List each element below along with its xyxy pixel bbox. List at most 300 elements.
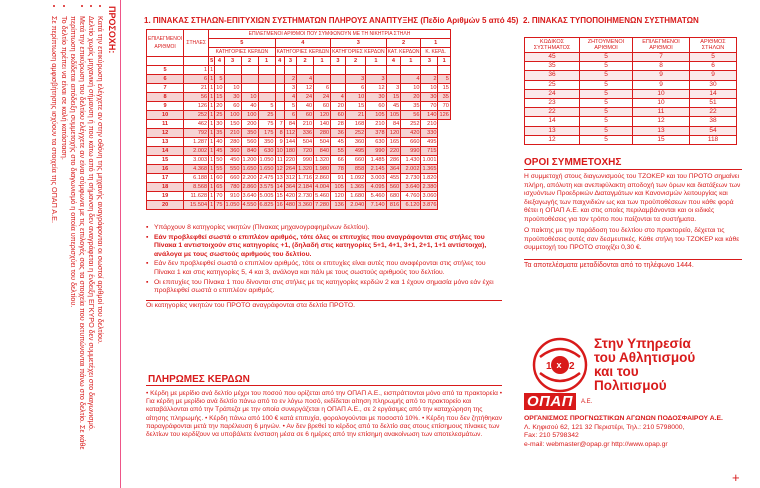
table-cell: 56 [401,111,421,120]
table-cell [345,66,365,75]
table-cell: 60 [314,102,331,111]
category-number: 2 [297,57,314,66]
table-row [147,138,451,147]
table-cell: 1.365 [422,166,437,172]
table-cell: 1.200 [242,157,257,163]
table-cell: 120 [386,129,401,138]
table-cell: 15 [345,102,365,111]
table-cell: 126 [184,102,209,111]
table-cell: 3 [386,84,401,93]
table-cell: 30 [366,93,386,102]
table-cell: 18 [147,183,184,192]
spacer [147,57,184,66]
table-cell: 10 [421,84,438,93]
table-cell: 1.430 [401,156,421,165]
table-cell: 12 [633,117,690,126]
table-cell: 630 [366,138,386,147]
table-cell: 38 [690,117,737,126]
table-cell: 4.004 [315,184,330,190]
table-cell: 1 [210,175,214,181]
table-cell [284,66,296,75]
attention-list [50,6,105,482]
table-cell: 25 [525,80,580,89]
table-cell: 1 [210,139,214,145]
table-cell: 1.320 [298,166,313,172]
table-cell: 2.860 [315,175,330,181]
table-cell: 504 [297,138,314,147]
table-cell: 20 [147,201,184,210]
table-row [525,135,737,144]
table-cell [258,93,275,102]
table-row [525,53,737,62]
table-cell: 30 [421,93,438,102]
table-cell: 560 [386,183,401,192]
table-cell [275,93,284,102]
table-cell: 910 [224,192,241,201]
table-cell: 15 [438,84,450,93]
table-row [147,165,451,174]
table-cell: 550 [224,165,241,174]
table-cell: 5.460 [366,192,386,201]
category-number-row [147,57,451,66]
table-cell: 20 [216,103,223,109]
ball-label-x: x [556,360,562,370]
category-header: ΚΑΤΗΓΟΡΙΕΣ ΚΕΡΔΩΝ [209,48,275,57]
table-cell: 5 [580,98,633,107]
table-cell: 450 [224,156,241,165]
table-cell [258,84,275,93]
payments-divider [146,385,502,386]
table-cell: 4.550 [242,202,257,208]
table-cell: 15 [276,193,283,199]
results-phone-note: Τα αποτελέσματα μεταδίδονται από το τηλέφωνο 1444. [524,259,742,269]
table-cell: 3 [366,75,386,84]
table-cell: 1 [210,157,214,163]
table-cell: 1.050 [225,202,240,208]
table-cell: 13 [633,126,690,135]
table-cell: 2.475 [259,175,274,181]
table-cell: 780 [224,183,241,192]
table-cell: 10 [401,84,421,93]
payments-text: • Κέρδη με μερίδιο ανά δελτίο μέχρι του ποσού που ορίζεται από την ΟΠΑΠ Α.Ε., εισπράττονται μόνο από τα πρακτορεία • Για κέρδη με μερίδιο ανά δελτίο πάνω από το εν λόγω ποσό, εκδίδεται αίτηση πληρωμής από το πρακτορείο και καταβάλλονται από την Τράπεζα με την οποία συνεργάζεται η ΟΠΑΠ Α.Ε., σε 2 εργάσιμες από την καταχώρηση της αίτησης πληρωμής. • Κέρδη πάνω από 100 € κατά επιτυχία, φορολογούνται με ποσοστό 10%. • Κέρδη που δεν ζητήθηκαν παραγράφονται μετά την παρέλευση 6 μηνών. • Αν δεν βρεθεί το κέρδος από το δελτίο σας στους επίσημους πίνακες των δελτίων του κερδίζουν να υποβάλετε ένσταση μέσα σε 6 ημέρες από την επίσημη ανακοίνωση των αποτελεσμάτων. [146,390,503,439]
table-cell: 816 [386,201,401,210]
table-cell [331,66,346,75]
table-cell: 660 [224,174,241,183]
table-cell: 5 [284,102,296,111]
table-cell: 6.825 [259,202,274,208]
table-cell [331,84,346,93]
table-cell [438,66,450,75]
opap-brand-suffix: Α.Ε. [581,399,593,405]
opap-brand: ΟΠΑΠ [524,393,576,410]
table-cell: 3.003 [184,156,209,165]
table-cell [331,75,346,84]
table-cell: 51 [690,98,737,107]
attention-item: • Σε περίπτωση αμφισβήτησης ισχύουν τα στοιχεία της ΟΠΑΠ Α.Ε. [50,16,59,482]
table-row [147,111,451,120]
terms-paragraph: Η συμμετοχή στους διαγωνισμούς του ΤΖΟΚΕΡ και του ΠΡΟΤΟ σημαίνει πλήρη, απόλυτη και ανεπιφύλακτη αποδοχή των όρων και διατάξεων των ισχυόντων Προεδρικών Διαταγμάτων και Κανονισμών λειτουργίας και διεξαγωγής των παιχνιδιών ως και των προϋποθέσεων που κάθε φορά θέτει η ΟΠΑΠ Α.Ε. και στις οποίες περιλαμβάνονται και οι ειδικές προϋποθέσεις για τον τρόπο που παίζονται τα συστήματα. [524,173,741,223]
group-header: 3 [331,39,386,48]
group-header: 4 [275,39,331,48]
table-cell: 6 [284,111,296,120]
table-cell: 70 [216,193,223,199]
attention-item: • Το δελτίο πρέπει να είναι σε καλή κατάσταση. [59,16,68,482]
table-cell: 252 [184,111,209,120]
table-cell: 252 [401,120,421,129]
table-cell [314,66,331,75]
table-cell: 60 [297,111,314,120]
table-cell: 12 [276,166,283,172]
table-cell: 6 [314,84,331,93]
table-cell: 504 [314,138,331,147]
table-row [525,108,737,117]
notes-footer: Οι κατηγορίες νικητών του ΠΡΟΤΟ αναγράφονται στα δελτία ΠΡΟΤΟ. [146,300,502,311]
table-cell: 280 [224,138,241,147]
table-cell: 990 [401,147,421,156]
table-cell [224,75,241,84]
table-cell: 75 [258,120,275,129]
table-row [147,66,451,75]
table-cell: 10 [224,84,241,93]
table-cell: 20 [401,93,421,102]
table-cell: 1.092 [345,174,365,183]
table-cell: 30 [216,121,223,127]
table-cell: 30 [690,80,737,89]
table-cell: 7 [147,84,184,93]
table-cell: 1.485 [366,156,386,165]
table-cell: 4.760 [401,192,421,201]
table-cell: 55 [216,166,223,172]
table-cell: 13 [525,126,580,135]
table-cell: 21 [184,84,209,93]
table-cell: 35 [438,93,450,102]
table-cell: 1 [210,85,214,91]
table-row [147,93,451,102]
category-number: 1 [401,57,421,66]
table-cell: 15 [147,156,184,165]
table-cell: 28 [331,120,346,129]
table-cell: 65 [216,184,223,190]
table-cell [297,66,314,75]
table-cell: 1.820 [422,175,437,181]
table-cell: 8 [633,62,690,71]
table-cell: 715 [421,147,438,156]
table-cell: 3.060 [422,193,437,199]
table-cell: 252 [345,129,365,138]
category-number: 1 [258,57,275,66]
table-cell [314,75,331,84]
table-cell: 10 [241,93,258,102]
table-cell: 11.628 [184,192,209,201]
slogan-line: Στην Υπηρεσία [594,336,691,351]
table-cell: 1 [210,76,214,82]
table-cell [241,75,258,84]
table-cell: 5 [580,135,633,144]
table-row [147,156,451,165]
table-cell: 5 [438,75,450,84]
table-cell: 8.568 [184,183,209,192]
table-cell: 56 [184,93,209,102]
table-cell: 118 [690,135,737,144]
columns-count-header: ΑΡΙΘΜΟΣ ΣΤΗΛΩΝ [690,38,737,53]
table-cell: 14 [147,147,184,156]
table-cell: 2.184 [298,184,313,190]
table-cell: 462 [184,120,209,129]
table-cell: 1.287 [184,138,209,147]
table-cell: 286 [386,156,401,165]
table-cell: 990 [366,147,386,156]
organization-info [524,415,754,449]
table-cell: 40 [241,102,258,111]
table-cell: 22 [690,108,737,117]
table-cell: 55 [331,147,346,156]
slogan-line: και του [594,364,639,379]
table-cell: 312 [285,175,296,181]
table-cell: 13 [147,138,184,147]
table-cell: 5 [580,62,633,71]
table-cell: 10 [633,89,690,98]
table-cell [401,66,421,75]
category-number: 3 [421,57,438,66]
table-cell: 60 [224,102,241,111]
table-cell: 168 [345,120,365,129]
table-cell: 5 [580,126,633,135]
table-cell: 840 [314,147,331,156]
table-cell: 2.860 [242,184,257,190]
table-cell: 14 [690,89,737,98]
table-row [147,120,451,129]
table1-title: 1. ΠΙΝΑΚΑΣ ΣΤΗΛΩΝ-ΕΠΙΤΥΧΙΩΝ ΣΥΣΤΗΜΑΤΩΝ ΠΛΗΡΟΥΣ ΑΝΑΠΤΥΞΗΣ (Πεδίο Αριθμών 5 από 45) [144,16,519,25]
table-row [147,192,451,201]
attention-strip [0,0,121,488]
table-cell: 3.360 [298,202,313,208]
terms-section [524,157,742,269]
payments-title: ΠΛΗΡΩΜΕΣ ΚΕΡΔΩΝ [148,374,250,385]
table-cell: 1.320 [315,157,330,163]
ball-label-2: 2 [569,361,575,372]
table-row [525,98,737,107]
terms-paragraph: Ο παίκτης με την παράδοση του δελτίου στο πρακτορείο, δέχεται τις προϋποθέσεις αυτές σαν δεσμευτικές. Κάθε στήλη του ΤΖΟΚΕΡ και κάθε συμμετοχή του ΠΡΟΤΟ στοιχίζει 0,30 €. [524,227,740,251]
table-row [147,84,451,93]
table-cell: 4 [331,93,346,102]
table-cell: 792 [184,129,209,138]
opap-logo-block [524,333,744,413]
table-cell: 350 [241,129,258,138]
table-row [525,80,737,89]
table-cell: 210 [297,120,314,129]
table-cell: 6.120 [401,201,421,210]
attention-item: • Μετά την επικύρωση του δελτίου ελέγχετε αν είναι σύμφωνα με τις επιλογές σας τα στοιχεία που εκτυπώνονται πάνω στο δελτίο. Σε κάθε περίπτωση εκδίδεται απόδειξη συμμετοχής στο διαγωνισμό η οποία υπερισχύει του δελτίου. [69,16,87,482]
table-cell: 54 [690,126,737,135]
table-cell [258,75,275,84]
table-row [147,174,451,183]
table-cell: 5 [580,80,633,89]
table-cell: 120 [314,111,331,120]
table-cell: 336 [297,129,314,138]
table-cell [386,75,401,84]
table-cell: 5 [147,66,184,75]
table-cell: 2.730 [401,174,421,183]
table-cell: 35 [401,102,421,111]
table-cell: 840 [241,147,258,156]
table-cell: 140 [314,120,331,129]
table-cell: 3 [345,75,365,84]
table-cell: 4 [284,93,296,102]
table-cell [275,66,284,75]
table-cell: 220 [285,157,296,163]
table-cell: 3 [284,84,296,93]
table-cell: 91 [331,174,346,183]
category-number: 4 [215,57,224,66]
table-cell: 140 [421,111,438,120]
table-cell: 5.460 [315,193,330,199]
table-cell: 210 [224,129,241,138]
table-cell: 100 [241,111,258,120]
table-cell: 1.001 [422,157,437,163]
table-cell: 2.730 [298,193,313,199]
table-cell: 1 [210,130,214,136]
table-row [525,126,737,135]
table-cell: 1 [184,66,209,75]
table-cell: 17 [147,174,184,183]
table-cell: 210 [366,120,386,129]
table-cell: 6 [690,62,737,71]
table-row [147,129,451,138]
table-cell: 24 [525,89,580,98]
table-cell: 6.188 [184,174,209,183]
system-code-header: ΚΩΔΙΚΟΣ ΣΥΣΤΗΜΑΤΟΣ [525,38,580,53]
registration-mark: + [732,470,740,485]
table-cell: 15 [216,94,223,100]
attention-item: • Δελτίο χωρίς μηχανική σήμανση ή που κάτω από τη σήμανση δεν αναγράφεται η ένδειξη ΕΓΚΥΡΟ δεν συμμετέχει στο διαγωνισμό. [87,16,96,482]
table-cell: 3.003 [366,174,386,183]
org-web: e-mail: webmaster@opap.gr http://www.opap.gr [524,440,668,448]
table-cell: 5.005 [259,193,274,199]
table-cell: 84 [386,120,401,129]
table-cell: 7 [633,53,690,62]
terms-title: ΟΡΟΙ ΣΥΜΜΕΤΟΧΗΣ [524,157,742,170]
standard-systems-body [525,53,737,145]
table-cell: 330 [421,129,438,138]
table-cell: 12 [366,84,386,93]
table-cell: 11 [276,157,283,163]
table-cell: 10 [633,98,690,107]
table-cell: 15.504 [184,201,209,210]
systems-table-body [147,66,451,210]
table-cell: 60 [366,102,386,111]
table-cell [275,102,284,111]
table-cell: 1.050 [259,157,274,163]
table-cell: 5 [690,53,737,62]
table-cell: 5 [580,53,633,62]
table-cell: 7 [275,120,284,129]
table-cell: 2 [421,75,438,84]
table-cell: 2.145 [366,165,386,174]
note-item: ▪ Εάν προβλεφθεί σωστά ο επιπλέον αριθμός, τότε όλες οι επιτυχίες που αναγράφονται στις στήλες του Πίνακα 1 αντιστοιχούν στις κατηγορίες +1, (δηλαδή στις κατηγορίες 5+1, 4+1, 3+1, 2+1, 1+1 αντίστοιχα), ανάλογα με τους σωστούς αριθμούς του δελτίου. [154,234,502,260]
category-number: 5 [210,58,214,64]
table-cell: 126 [439,112,449,118]
category-number: 2 [241,57,258,66]
table-cell: 24 [297,93,314,102]
table-cell: 11 [633,108,690,117]
table-cell: 360 [224,147,241,156]
table-cell: 2.200 [242,175,257,181]
table-cell: 3.640 [242,193,257,199]
table-cell: 175 [258,129,275,138]
table-cell: 1 [210,112,214,118]
table-cell: 264 [285,166,296,172]
table-cell: 1 [210,184,214,190]
table-cell: 1.980 [315,166,330,172]
opap-ball-logo-icon [532,337,588,393]
table-row [147,201,451,210]
slogan-line: Πολιτισμού [594,378,667,393]
table-cell: 75 [216,202,223,208]
table-cell: 3.640 [401,183,421,192]
selected-numbers-header: ΕΠΙΛΕΓΜΕΝΟΙ ΑΡΙΘΜΟΙ [633,38,690,53]
table-cell: 60 [216,175,223,181]
table-cell: 15 [633,135,690,144]
col-columns-header: ΣΤΗΛΕΣ [184,30,209,57]
table-cell: 10 [276,148,283,154]
ball-label-1: 1 [546,361,552,372]
table-cell: 480 [285,202,296,208]
table-cell: 112 [286,130,296,136]
table-cell: 70 [421,102,438,111]
table-cell: 5 [215,75,224,84]
table-row [525,62,737,71]
table-cell: 4.368 [184,165,209,174]
table-cell: 36 [525,71,580,80]
table-cell: 60 [331,111,346,120]
table-cell: 136 [331,201,346,210]
required-numbers-header: ΖΗΤΟΥΜΕΝΟΙ ΑΡΙΘΜΟΙ [580,38,633,53]
table-cell: 40 [216,139,223,145]
table-cell: 3.876 [422,202,437,208]
table-cell: 180 [285,148,296,154]
category-number: 3 [224,57,241,66]
table-cell: 5 [580,71,633,80]
table-cell: 1 [210,166,214,172]
table-row [525,71,737,80]
table-cell: 2.002 [401,165,421,174]
org-fax: Fax: 210 5798342 [524,432,579,440]
table-cell: 100 [224,111,241,120]
table-cell: 105 [366,111,386,120]
table-cell: 14 [525,117,580,126]
systems-table [146,29,451,210]
table-cell: 105 [386,111,401,120]
org-name: ΟΡΓΑΝΙΣΜΟΣ ΠΡΟΓΝΩΣΤΙΚΩΝ ΑΓΩΝΩΝ ΠΟΔΟΣΦΑΙΡΟΥ Α.Ε. [524,415,723,422]
category-number: 3 [284,57,296,66]
category-number: 1 [314,57,331,66]
table-cell: 45 [525,53,580,62]
table-cell: 1.650 [242,166,257,172]
table-cell: 560 [241,138,258,147]
table-cell: 10 [216,85,223,91]
table-cell: 8 [147,93,184,102]
table-cell: 5 [580,89,633,98]
note-item: ▪ Υπάρχουν 8 κατηγορίες νικητών (Πίνακας μηχανογραφημένων δελτίου). [154,224,502,233]
table-row [147,75,451,84]
table-cell: 150 [224,120,241,129]
group-header: 1 [421,39,450,48]
table-row [147,102,451,111]
table-row [147,147,451,156]
table-cell: 22 [525,108,580,117]
table-cell: 360 [345,138,365,147]
table-cell: 6 [147,75,184,84]
